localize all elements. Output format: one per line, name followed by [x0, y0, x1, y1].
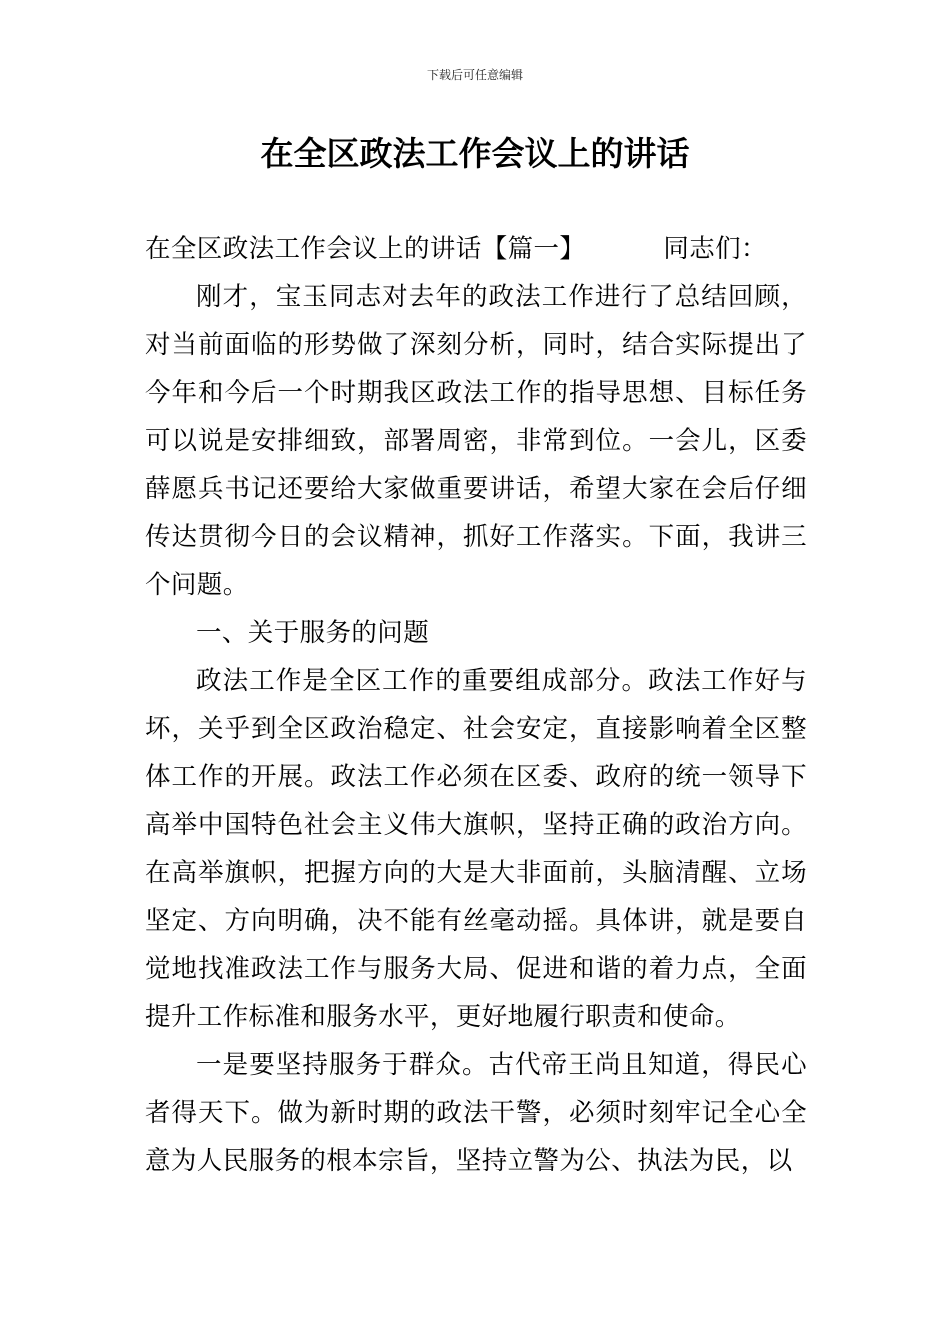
intro-heading: 在全区政法工作会议上的讲话【篇一】 — [145, 234, 586, 264]
header-note: 下载后可任意编辑 — [426, 68, 523, 82]
salutation: 同志们： — [663, 234, 767, 264]
paragraph-3: 一是要坚持服务于群众。古代帝王尚且知道，得民心者得天下。做为新时期的政法干警，必须时刻牢记全心全意为人民服务的根本宗旨，坚持立警为公、执法为民，以 — [145, 1050, 807, 1176]
paragraph-1: 刚才，宝玉同志对去年的政法工作进行了总结回顾，对当前面临的形势做了深刻分析，同时，结合实际提出了今年和今后一个时期我区政法工作的指导思想、目标任务可以说是安排细致，部署周密，非常到位。一会儿，区委薛愿兵书记还要给大家做重要讲话，希望大家在会后仔细传达贯彻今日的会议精神，抓好工作落实。下面，我讲三个问题。 — [145, 282, 807, 600]
section-heading: 一、关于服务的问题 — [196, 618, 430, 648]
paragraph-2: 政法工作是全区工作的重要组成部分。政法工作好与坏，关乎到全区政治稳定、社会安定，直接影响着全区整体工作的开展。政法工作必须在区委、政府的统一领导下高举中国特色社会主义伟大旗帜，坚持正确的政治方向。在高举旗帜，把握方向的大是大非面前，头脑清醒、立场坚定、方向明确，决不能有丝毫动摇。具体讲，就是要自觉地找准政法工作与服务大局、促进和谐的着力点，全面提升工作标准和服务水平，更好地履行职责和使命。 — [145, 666, 807, 1032]
intro-line — [145, 225, 807, 273]
document-body — [145, 225, 807, 1185]
document-title: 在全区政法工作会议上的讲话 — [260, 134, 690, 173]
